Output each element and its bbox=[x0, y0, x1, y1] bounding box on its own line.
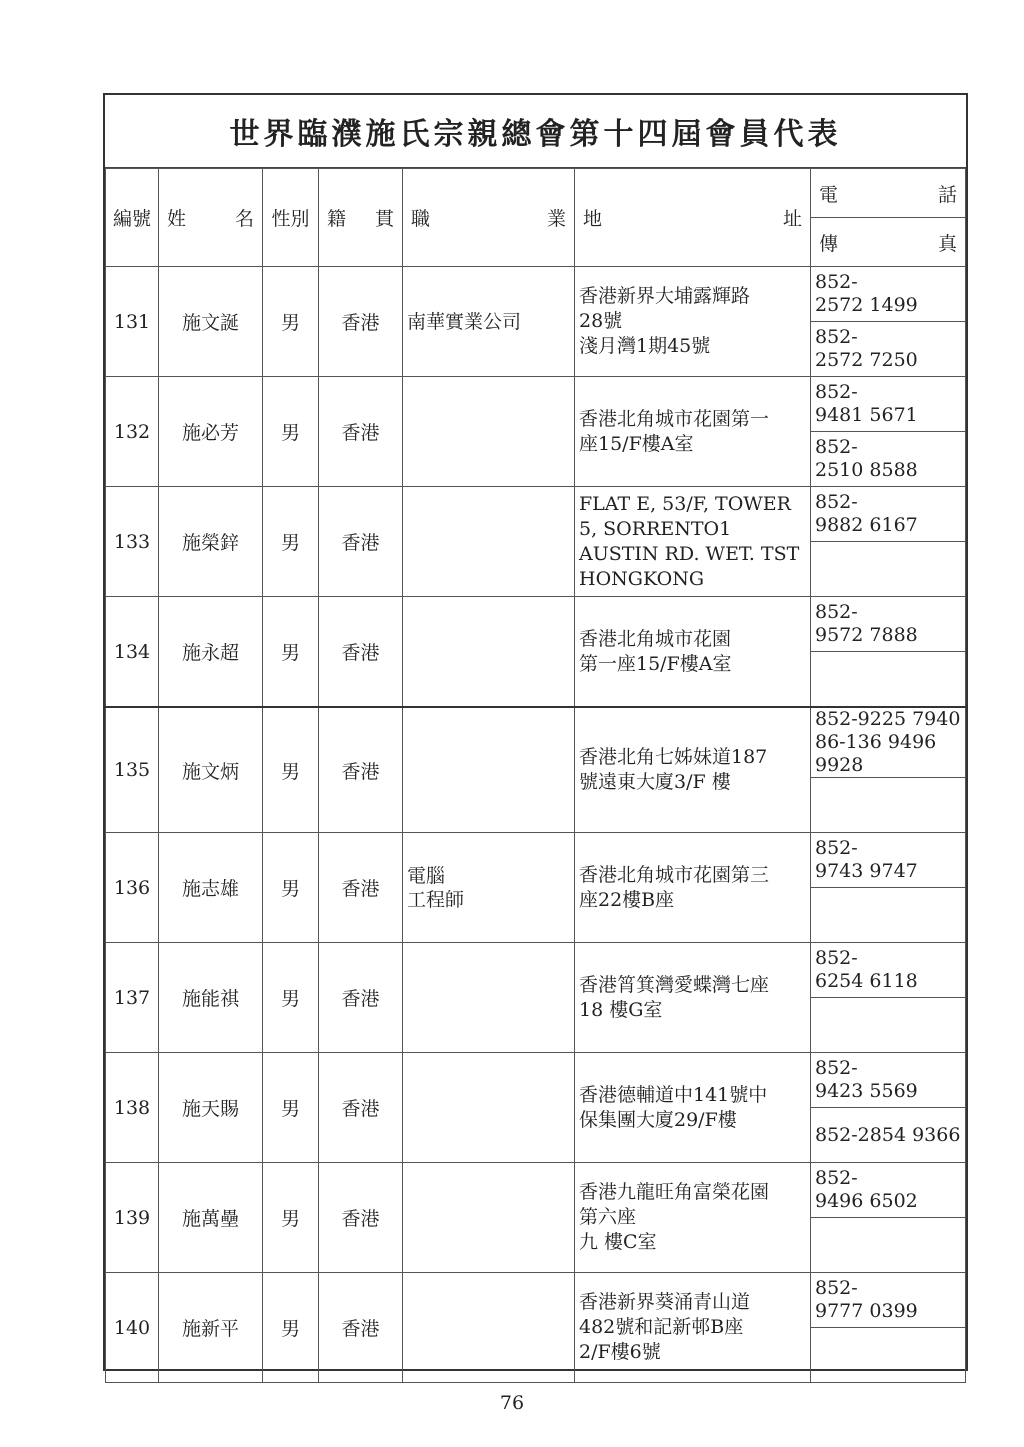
member-number: 138 bbox=[106, 1053, 159, 1163]
address-line: 香港新界葵涌青山道 bbox=[579, 1291, 751, 1313]
member-gender: 男 bbox=[263, 1053, 319, 1163]
member-name: 施萬壘 bbox=[159, 1163, 263, 1273]
member-phone: 852- 9423 5569 bbox=[811, 1053, 966, 1108]
address-line: AUSTIN RD. WET. TST bbox=[579, 542, 800, 565]
header-number: 編號 bbox=[106, 169, 159, 267]
member-address bbox=[575, 707, 811, 833]
address-line: 淺月灣1期45號 bbox=[579, 335, 711, 357]
member-gender: 男 bbox=[263, 267, 319, 377]
member-gender: 男 bbox=[263, 1163, 319, 1273]
member-gender: 男 bbox=[263, 487, 319, 597]
member-job bbox=[403, 1163, 575, 1273]
table-row bbox=[106, 597, 966, 652]
member-address bbox=[575, 943, 811, 1053]
address-line: 5, SORRENTO1 bbox=[579, 517, 732, 540]
header-origin: 籍 貫 bbox=[319, 169, 403, 267]
member-job bbox=[403, 1053, 575, 1163]
member-number: 134 bbox=[106, 597, 159, 708]
member-fax bbox=[811, 1218, 966, 1273]
member-address bbox=[575, 377, 811, 487]
member-name: 施志雄 bbox=[159, 833, 263, 943]
header-phone: 電 話 bbox=[811, 169, 966, 218]
member-gender: 男 bbox=[263, 943, 319, 1053]
member-number: 135 bbox=[106, 707, 159, 833]
member-origin: 香港 bbox=[319, 707, 403, 833]
member-phone: 852- 9496 6502 bbox=[811, 1163, 966, 1218]
member-phone: 852- 9481 5671 bbox=[811, 377, 966, 432]
job-line: 工程師 bbox=[407, 888, 465, 911]
member-name: 施文炳 bbox=[159, 707, 263, 833]
member-fax: 852- 2510 8588 bbox=[811, 432, 966, 487]
job-line: 南華實業公司 bbox=[407, 310, 522, 333]
address-line: 香港筲箕灣愛蝶灣七座 bbox=[579, 973, 770, 996]
member-number: 140 bbox=[106, 1273, 159, 1383]
address-line: 座15/F樓A室 bbox=[579, 432, 694, 455]
address-line: 2/F樓6號 bbox=[579, 1341, 661, 1363]
member-phone: 852- 2572 1499 bbox=[811, 267, 966, 322]
table-row bbox=[106, 1273, 966, 1328]
address-line: 482號和記新邨B座 bbox=[579, 1316, 744, 1338]
member-address bbox=[575, 1163, 811, 1273]
member-gender: 男 bbox=[263, 833, 319, 943]
table-row bbox=[106, 487, 966, 542]
member-fax bbox=[811, 1328, 966, 1383]
member-origin: 香港 bbox=[319, 1053, 403, 1163]
header-fax: 傳 真 bbox=[811, 218, 966, 267]
member-address bbox=[575, 267, 811, 377]
address-line: 18 樓G室 bbox=[579, 998, 663, 1021]
member-job bbox=[403, 1273, 575, 1383]
page-number: 76 bbox=[499, 1392, 525, 1414]
member-origin: 香港 bbox=[319, 377, 403, 487]
member-address bbox=[575, 1053, 811, 1163]
address-line: 第六座 bbox=[579, 1206, 637, 1228]
member-origin: 香港 bbox=[319, 943, 403, 1053]
address-line: 香港北角七姊妹道187 bbox=[579, 746, 768, 768]
member-name: 施永超 bbox=[159, 597, 263, 708]
table-row bbox=[106, 943, 966, 998]
member-address bbox=[575, 597, 811, 708]
header-job: 職 業 bbox=[403, 169, 575, 267]
member-gender: 男 bbox=[263, 1273, 319, 1383]
member-job bbox=[403, 707, 575, 833]
address-line: 香港北角城市花園第一 bbox=[579, 407, 770, 430]
address-line: 香港九龍旺角富榮花園 bbox=[579, 1181, 770, 1203]
member-origin: 香港 bbox=[319, 1273, 403, 1383]
member-table bbox=[105, 168, 966, 1383]
header-address: 地 址 bbox=[575, 169, 811, 267]
member-phone: 852- 9743 9747 bbox=[811, 833, 966, 888]
member-job bbox=[403, 943, 575, 1053]
address-line: HONGKONG bbox=[579, 567, 705, 590]
member-job bbox=[403, 487, 575, 597]
member-phone: 852-9225 7940 86-136 9496 9928 bbox=[811, 707, 966, 778]
table-row bbox=[106, 377, 966, 432]
table-row bbox=[106, 1163, 966, 1218]
member-number: 136 bbox=[106, 833, 159, 943]
address-line: 號遠東大廈3/F 樓 bbox=[579, 771, 731, 793]
member-origin: 香港 bbox=[319, 487, 403, 597]
member-fax bbox=[811, 542, 966, 597]
member-phone: 852- 9777 0399 bbox=[811, 1273, 966, 1328]
member-address bbox=[575, 833, 811, 943]
header-name: 姓 名 bbox=[159, 169, 263, 267]
member-phone: 852- 9572 7888 bbox=[811, 597, 966, 652]
member-address bbox=[575, 487, 811, 597]
member-origin: 香港 bbox=[319, 833, 403, 943]
member-fax bbox=[811, 998, 966, 1053]
address-line: 第一座15/F樓A室 bbox=[579, 652, 732, 675]
member-name: 施新平 bbox=[159, 1273, 263, 1383]
address-line: 香港德輔道中141號中 bbox=[579, 1083, 768, 1106]
member-name: 施榮鋅 bbox=[159, 487, 263, 597]
member-origin: 香港 bbox=[319, 1163, 403, 1273]
member-fax bbox=[811, 652, 966, 708]
member-number: 131 bbox=[106, 267, 159, 377]
address-line: 香港北角城市花園 bbox=[579, 627, 732, 650]
member-fax: 852- 2572 7250 bbox=[811, 322, 966, 377]
address-line: 28號 bbox=[579, 310, 623, 332]
job-line: 電腦 bbox=[407, 864, 446, 887]
table-row bbox=[106, 1053, 966, 1108]
member-job bbox=[403, 377, 575, 487]
page-title: 世界臨濮施氏宗親總會第十四屆會員代表 bbox=[105, 95, 966, 168]
table-row bbox=[106, 707, 966, 778]
member-phone: 852- 9882 6167 bbox=[811, 487, 966, 542]
member-gender: 男 bbox=[263, 707, 319, 833]
member-table-page bbox=[103, 93, 968, 1371]
member-job bbox=[403, 833, 575, 943]
address-line: 九 樓C室 bbox=[579, 1231, 657, 1253]
member-phone: 852- 6254 6118 bbox=[811, 943, 966, 998]
member-name: 施能祺 bbox=[159, 943, 263, 1053]
member-job bbox=[403, 597, 575, 708]
table-row bbox=[106, 833, 966, 888]
member-number: 132 bbox=[106, 377, 159, 487]
header-gender: 性別 bbox=[263, 169, 319, 267]
member-number: 139 bbox=[106, 1163, 159, 1273]
member-gender: 男 bbox=[263, 597, 319, 708]
address-line: 座22樓B座 bbox=[579, 888, 675, 911]
address-line: FLAT E, 53/F, TOWER bbox=[579, 492, 791, 515]
member-address bbox=[575, 1273, 811, 1383]
member-fax bbox=[811, 778, 966, 833]
address-line: 香港新界大埔露輝路 bbox=[579, 285, 751, 307]
member-origin: 香港 bbox=[319, 597, 403, 708]
member-gender: 男 bbox=[263, 377, 319, 487]
member-number: 137 bbox=[106, 943, 159, 1053]
address-line: 保集團大廈29/F樓 bbox=[579, 1108, 737, 1131]
member-number: 133 bbox=[106, 487, 159, 597]
member-name: 施文誕 bbox=[159, 267, 263, 377]
table-row bbox=[106, 267, 966, 322]
member-fax bbox=[811, 888, 966, 943]
address-line: 香港北角城市花園第三 bbox=[579, 863, 770, 886]
member-name: 施必芳 bbox=[159, 377, 263, 487]
member-job bbox=[403, 267, 575, 377]
member-name: 施天賜 bbox=[159, 1053, 263, 1163]
member-origin: 香港 bbox=[319, 267, 403, 377]
member-fax: 852-2854 9366 bbox=[811, 1108, 966, 1163]
